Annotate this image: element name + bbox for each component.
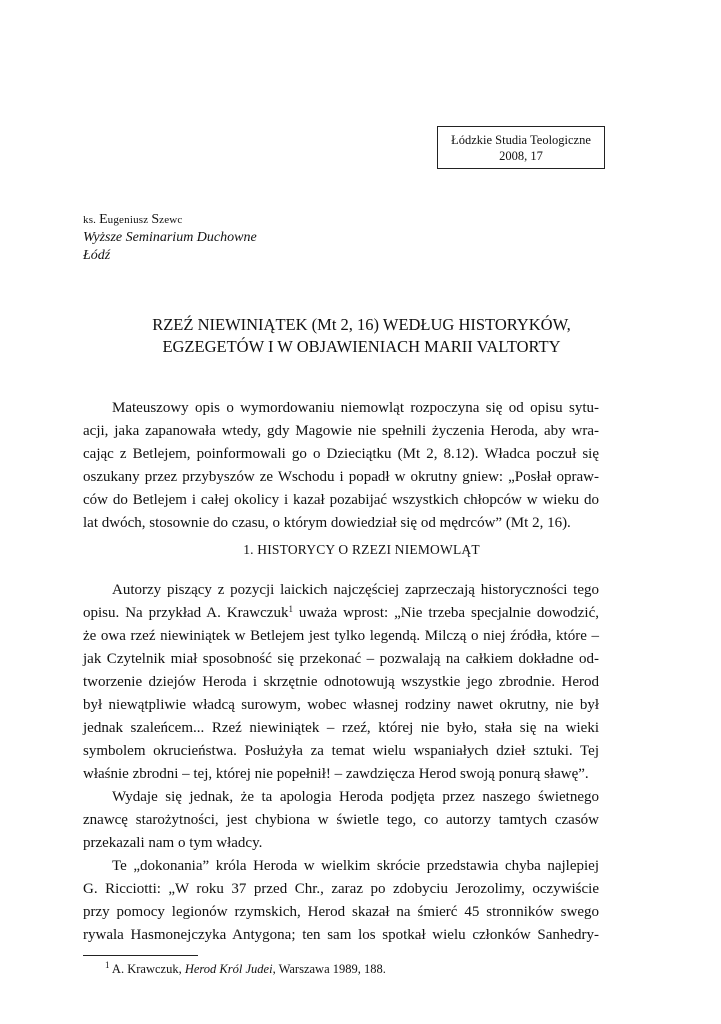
para3-line: przy pomocy legionów rzymskich, Herod skazał na śmierć 45 stronników swego: [83, 904, 599, 920]
para2-line: znawcę starożytności, jest chybiona w świetle tego, co autorzy tamtych czasów: [83, 812, 599, 828]
para1-line: był niewątpliwie władcą surowym, wobec własnej rodziny nawet okrutny, nie był: [83, 697, 599, 713]
footnote-separator: [83, 955, 198, 956]
footnote-work-title: Herod Król Judei: [184, 962, 273, 976]
journal-year-volume: 2008, 17: [499, 149, 543, 163]
intro-line: lat dwóch, stosownie do czasu, o którym dowiedział się od mędrców” (Mt 2, 16).: [83, 515, 571, 531]
journal-name: Łódzkie Studia Teologiczne: [451, 133, 591, 147]
intro-line: acji, jaka zapanowała wtedy, gdy Magowie nie spełnili życzenia Heroda, aby wra-: [83, 423, 599, 439]
intro-line: oszukany przez przybyszów ze Wschodu i popadł w okrutny gniew: „Posłał opraw-: [83, 469, 599, 485]
para3-line: rywala Hasmonejczyka Antygona; ten sam los spotkał wielu członków Sanhedry-: [83, 927, 599, 943]
para1-text-a: opisu. Na przykład A. Krawczuk: [83, 605, 289, 621]
footnote-publication: , Warszawa 1989, 188.: [272, 962, 386, 976]
para2-line: Wydaje się jednak, że ta apologia Heroda podjęta przez naszego świetnego: [112, 789, 599, 805]
para1-line: że owa rzeź niewiniątek w Betlejem jest tylko legendą. Milczą o niej źródła, które –: [83, 628, 599, 644]
para1-line: jednak szaleńcem... Rzeź niewiniątek – rzeź, której nie było, stała się na wieki: [83, 720, 599, 736]
author-institution: Wyższe Seminarium Duchowne: [83, 230, 257, 245]
para1-text-b: uważa wprost: „Nie trzeba specjalnie dowodzić,: [292, 605, 599, 621]
intro-line: cając z Betlejem, poinformowali go o Dzieciątku (Mt 2, 8.12). Władca poczuł się: [83, 446, 599, 462]
journal-reference-box: [437, 126, 605, 169]
para1-line: jak Czytelnik miał sposobność się przekonać – pozwalają na całkiem dokładne od-: [83, 651, 599, 667]
title-line-1: RZEŹ NIEWINIĄTEK (Mt 2, 16) WEDŁUG HISTORYKÓW,: [152, 315, 571, 334]
footnote-number: 1: [105, 960, 110, 970]
author-last-initial: S: [151, 212, 160, 227]
footnote-author: A. Krawczuk,: [109, 962, 185, 976]
para1-line: symbolem okrucieństwa. Posłużyła za temat wielu wspaniałych dzieł sztuki. Tej: [83, 743, 599, 759]
footnote: [105, 960, 386, 978]
para1-line: tworzenie dziejów Heroda i skrzętnie odnotowują wszystkie jego zbrodnie. Herod: [83, 674, 599, 690]
para1-line: właśnie zbrodni – tej, której nie popełnił! – zawdzięcza Herod swoją ponurą sławę”.: [83, 766, 589, 782]
author-first-initial: E: [99, 212, 108, 227]
author-city: Łódź: [83, 248, 111, 263]
author-last-rest: zewc: [159, 214, 183, 226]
author-prefix: ks.: [83, 214, 100, 226]
para3-line: Te „dokonania” króla Heroda w wielkim skrócie przedstawia chyba najlepiej: [112, 858, 599, 874]
para1-line: [83, 602, 599, 625]
para2-line: przekazali nam o tym władcy.: [83, 835, 263, 851]
section-heading: 1. HISTORYCY O RZEZI NIEMOWLĄT: [243, 542, 480, 557]
author-first-rest: ugeniusz: [107, 214, 152, 226]
para3-line: G. Ricciotti: „W roku 37 przed Chr., zaraz po zdobyciu Jerozolimy, oczywiście: [83, 881, 599, 897]
article-title: [83, 314, 640, 358]
author-name: [83, 211, 257, 229]
title-line-2: EGZEGETÓW I W OBJAWIENIACH MARII VALTORTY: [162, 337, 561, 356]
intro-line: Mateuszowy opis o wymordowaniu niemowląt rozpoczyna się od opisu sytu-: [112, 400, 599, 416]
footnote-reference[interactable]: 1: [288, 604, 293, 614]
para1-line: Autorzy piszący z pozycji laickich najczęściej zaprzeczają historyczności tego: [112, 582, 599, 598]
intro-line: ców do Betlejem i całej okolicy i kazał pozabijać wszystkich chłopców w wieku do: [83, 492, 599, 508]
author-block: [83, 211, 257, 265]
